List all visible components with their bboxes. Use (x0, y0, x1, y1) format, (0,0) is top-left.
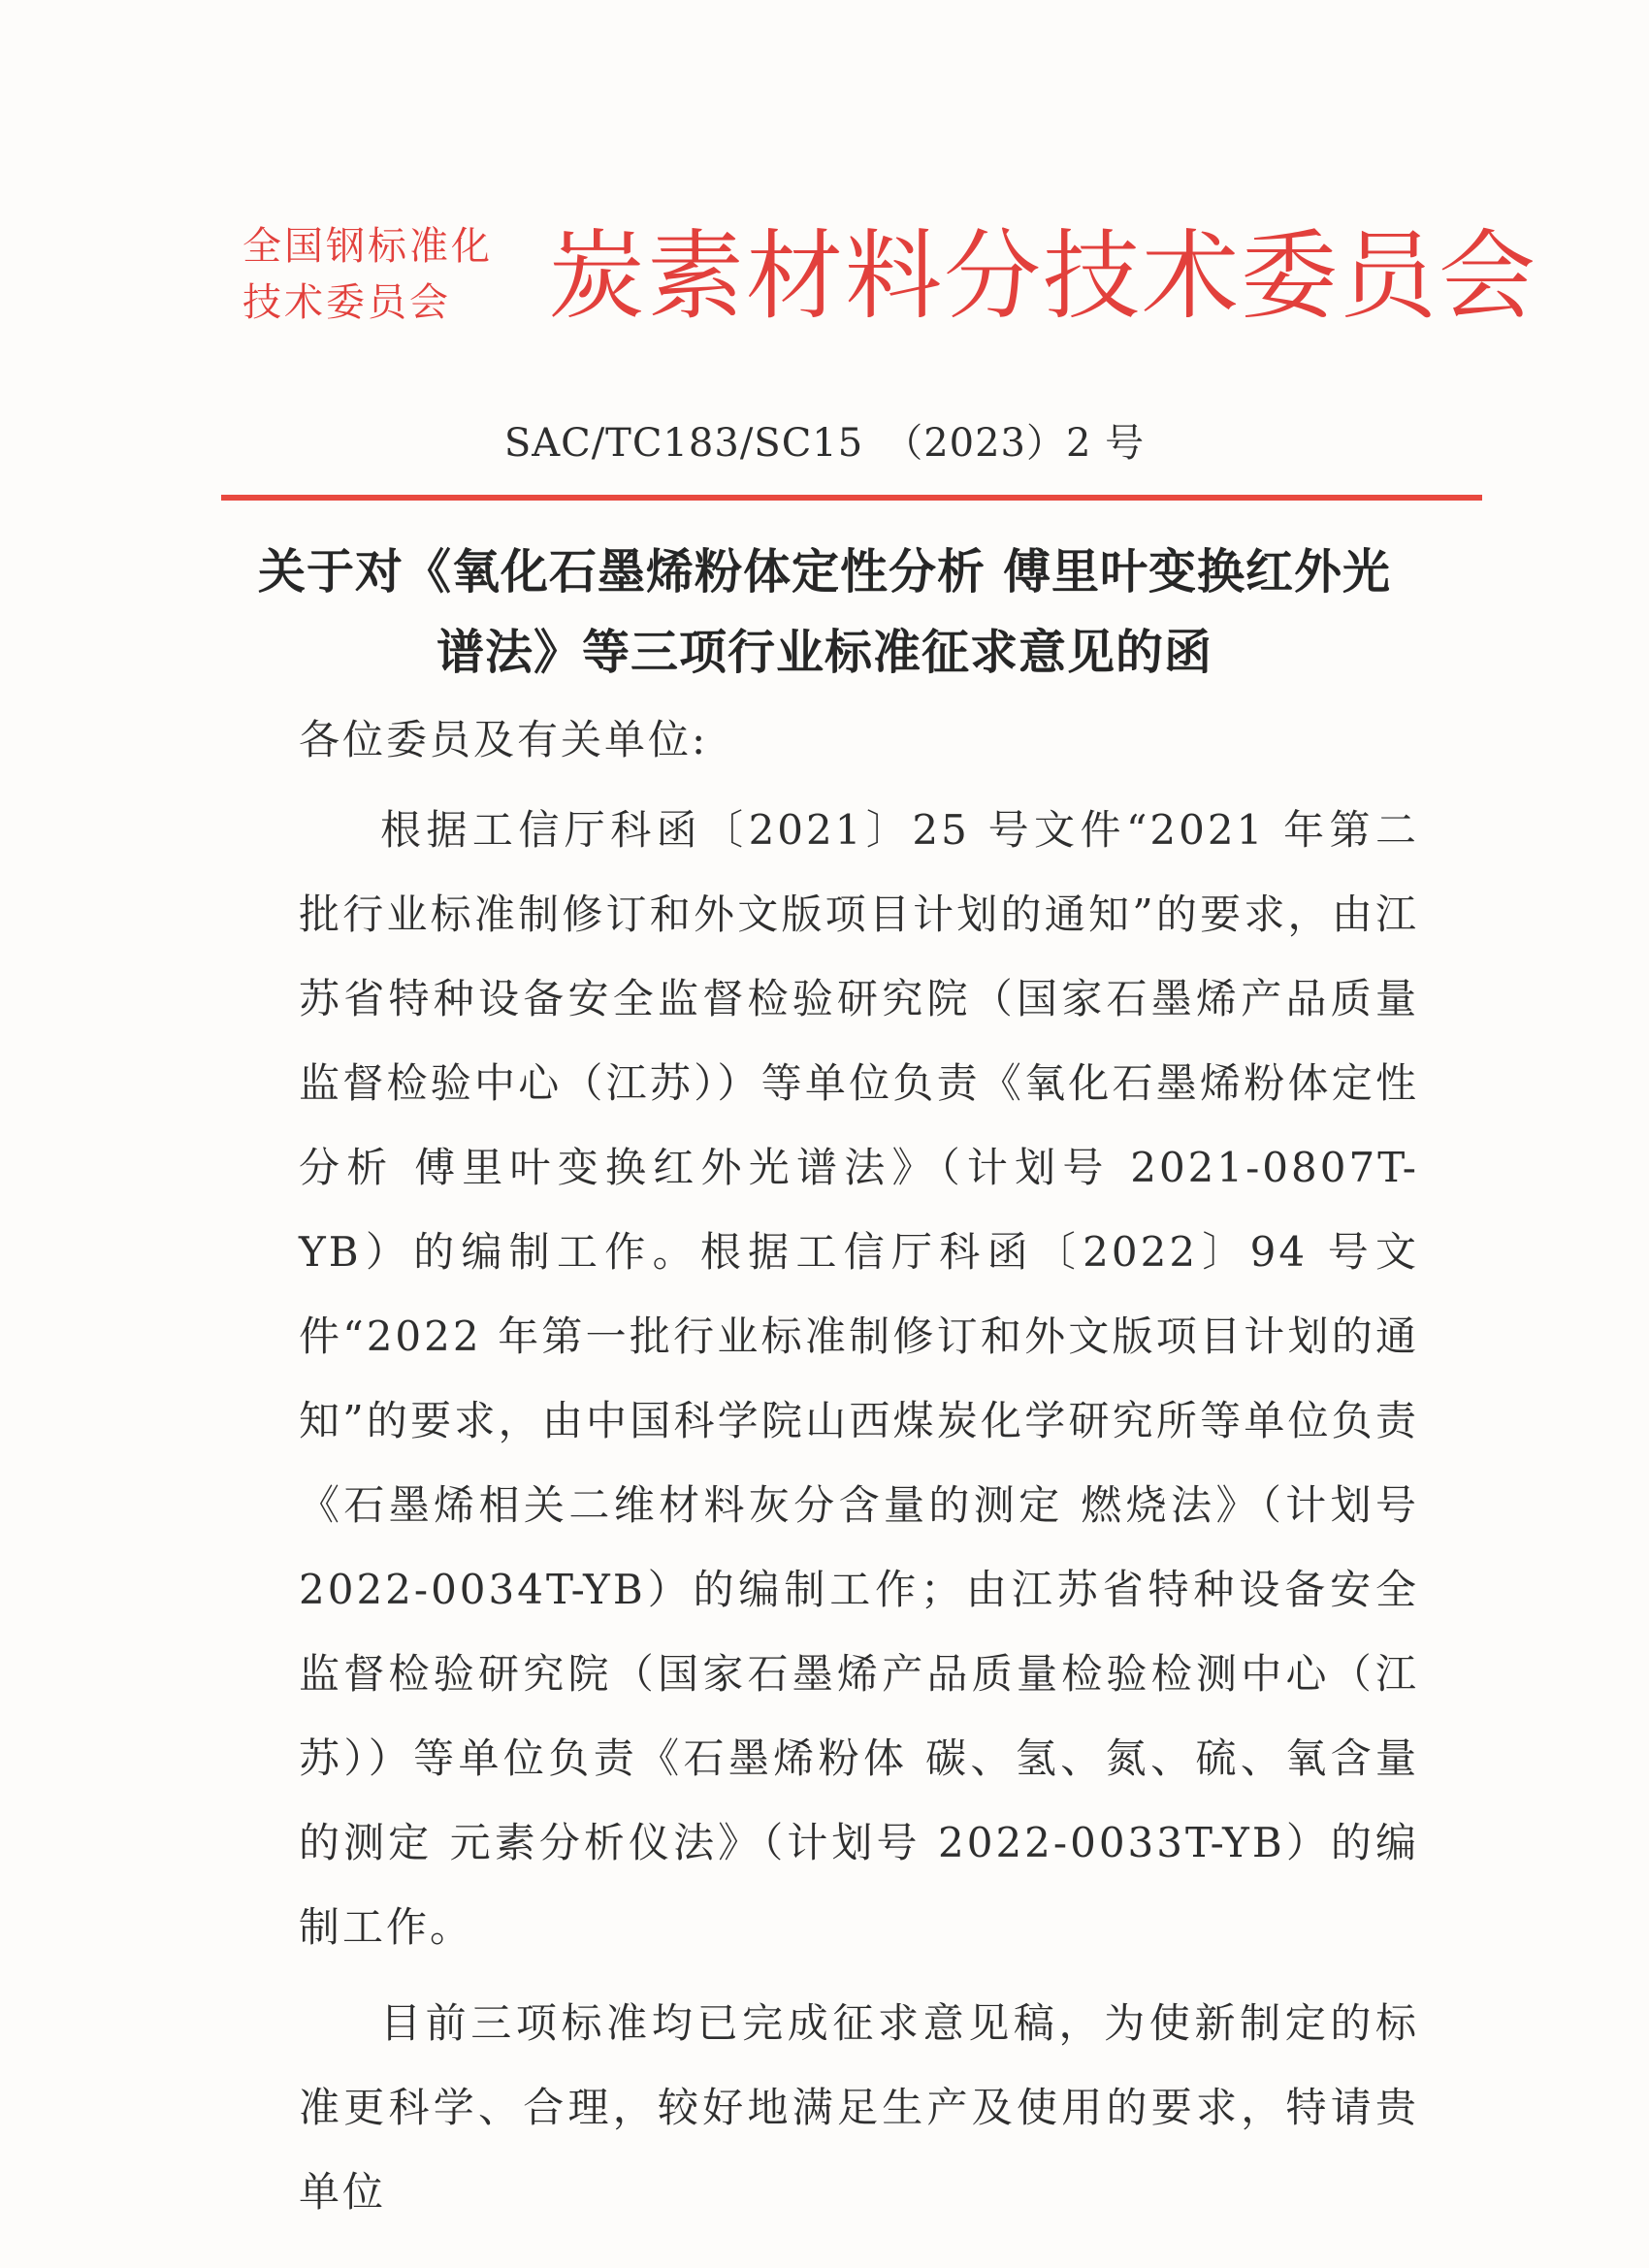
document-number: SAC/TC183/SC15 （2023）2 号 (503, 421, 1146, 466)
body-text (299, 788, 1419, 2246)
letterhead (242, 209, 1537, 344)
red-divider-rule (221, 495, 1482, 501)
salutation: 各位委员及有关单位: (299, 716, 709, 763)
title-line-1: 关于对《氧化石墨烯粉体定性分析 傅里叶变换红外光 (257, 543, 1392, 599)
document-title (242, 532, 1406, 693)
body-paragraph-2: 目前三项标准均已完成征求意见稿，为使新制定的标准更科学、合理，较好地满足生产及使用的要求，特请贵单位 (299, 1999, 1419, 2216)
letterhead-org-line1: 全国钢标准化 (242, 224, 493, 269)
letterhead-org-line2: 技术委员会 (242, 280, 451, 325)
letterhead-org-small (242, 218, 493, 331)
body-paragraph-1: 根据工信厅科函〔2021〕25 号文件“2021 年第二批行业标准制修订和外文版项目计划的通知”的要求，由江苏省特种设备安全监督检验研究院（国家石墨烯产品质量监督检验中心（江苏））等单位负责《氧化石墨烯粉体定性分析 傅里叶变换红外光谱法》（计划号 2021-0807T-YB）的编制工作。根据工信厅科函〔2022〕94 号文件“2022 年第一批行业标准制修订和外文版项目计划的通知”的要求，由中国科学院山西煤炭化学研究所等单位负责《石墨烯相关二维材料灰分含量的测定 燃烧法》（计划号 2022-0034T-YB）的编制工作；由江苏省特种设备安全监督检验研究院（国家石墨烯产品质量检验检测中心（江苏））等单位负责《石墨烯粉体 碳、氢、氮、硫、氧含量的测定 元素分析仪法》（计划号 2022-0033T-YB）的编制工作。 (299, 806, 1419, 1951)
letterhead-org-name: 炭素材料分技术委员会 (548, 219, 1537, 333)
title-line-2: 谱法》等三项行业标准征求意见的函 (436, 624, 1212, 680)
